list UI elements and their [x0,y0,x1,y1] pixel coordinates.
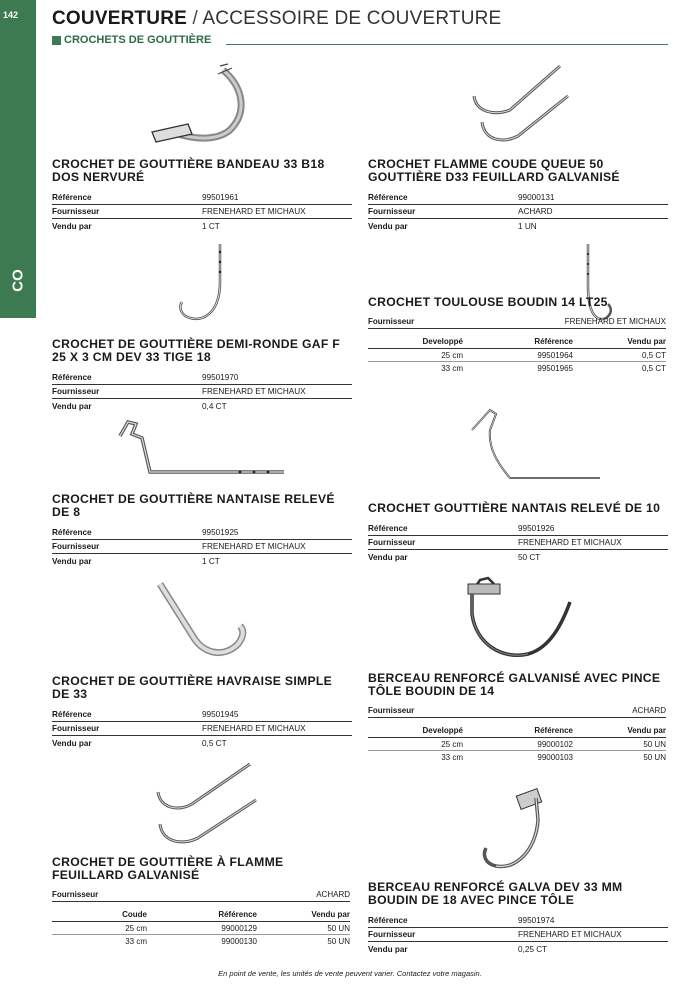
vendu-par-value: 50 UN [643,753,666,762]
product-title: CROCHET DE GOUTTIÈRE À FLAMME FEUILLARD GALVANISÉ [52,855,284,882]
reference-value: 99000102 [537,739,573,749]
variant-table [52,888,350,948]
product-title: CROCHET FLAMME COUDE QUEUE 50 GOUTTIÈRE D33 FEUILLARD GALVANISÉ [368,157,620,184]
product-title: BERCEAU RENFORCÉ GALVANISÉ AVEC PINCE TÔLE BOUDIN DE 14 [368,671,661,698]
page-number: 142 [3,10,19,20]
label-fournisseur: Fournisseur [52,890,99,899]
label-vendu-par: Vendu par [368,552,408,562]
col-vendu-par: Vendu par [627,726,666,735]
product-title: CROCHET GOUTTIÈRE NANTAIS RELEVÉ DE 10 [368,501,661,515]
label-fournisseur: Fournisseur [368,538,416,547]
reference-value: 99501926 [518,524,555,533]
size-value: 33 cm [441,753,463,762]
fournisseur-value: FRENEHARD ET MICHAUX [518,538,622,547]
reference-value: 99000131 [518,193,555,202]
size-value: 25 cm [441,739,463,749]
product-title: CROCHET DE GOUTTIÈRE BANDEAU 33 B18 DOS NERVURÉ [52,157,325,184]
label-vendu-par: Vendu par [52,556,92,566]
label-reference: Référence [52,710,92,719]
reference-value: 99000129 [221,923,257,933]
label-fournisseur: Fournisseur [52,207,100,216]
green-sidebar-tab [0,0,36,318]
label-vendu-par: Vendu par [52,401,92,411]
col-reference: Référence [534,726,573,735]
product-title: CROCHET TOULOUSE BOUDIN 14 LT25 [368,295,608,309]
product-image-havraise [152,578,252,664]
product-image-berceau-galva [476,786,556,878]
fournisseur-value: FRENEHARD ET MICHAUX [518,930,622,939]
product-spec-table [368,522,668,564]
label-reference: Référence [52,373,92,382]
product-title: BERCEAU RENFORCÉ GALVA DEV 33 MM BOUDIN DE 18 AVEC PINCE TÔLE [368,880,623,907]
product-card [368,158,668,233]
vendu-par-value: 0,5 CT [641,364,666,373]
reference-value: 99501945 [202,710,239,719]
vendu-par-value: 50 UN [327,923,350,933]
size-value: 25 cm [125,923,147,933]
size-value: 25 cm [441,350,463,360]
product-spec-table [52,708,352,750]
table-row [368,349,666,362]
fournisseur-value: FRENEHARD ET MICHAUX [202,542,306,551]
subcategory-title: ACCESSOIRE DE COUVERTURE [202,8,502,29]
product-card [368,672,668,764]
label-reference: Référence [368,524,408,533]
fournisseur-value: FRENEHARD ET MICHAUX [202,387,306,396]
header-separator: / [192,8,198,29]
label-fournisseur: Fournisseur [368,207,416,216]
table-row [52,922,350,935]
variant-table [368,315,666,375]
product-image-berceau-pince [458,574,578,666]
label-fournisseur: Fournisseur [52,724,100,733]
vendu-par-value: 0,5 CT [641,350,666,360]
product-title: CROCHET DE GOUTTIÈRE HAVRAISE SIMPLE DE 33 [52,674,333,701]
vendu-par-value: 1 CT [202,556,220,566]
label-vendu-par: Vendu par [368,221,408,231]
section-divider [226,44,668,45]
reference-value: 99501964 [537,350,573,360]
section-heading [52,34,211,46]
fournisseur-value: FRENEHARD ET MICHAUX [202,724,306,733]
size-value: 33 cm [125,937,147,946]
label-fournisseur: Fournisseur [368,930,416,939]
label-vendu-par: Vendu par [52,221,92,231]
product-spec-table [368,914,668,956]
product-card [368,296,668,375]
section-title: CROCHETS DE GOUTTIÈRE [64,34,212,46]
vendu-par-value: 1 UN [518,221,537,231]
product-image-nantais-10 [462,404,602,492]
table-row [368,362,666,375]
table-row [368,738,666,751]
reference-value: 99501965 [537,364,573,373]
product-image-flamme-feuillard [152,758,262,848]
section-square-icon [52,36,61,45]
label-reference: Référence [368,916,408,925]
product-spec-table [52,191,352,233]
label-reference: Référence [368,193,408,202]
reference-value: 99501961 [202,193,239,202]
label-reference: Référence [52,528,92,537]
fournisseur-value: ACHARD [518,207,553,216]
col-coude: Coude [122,910,147,919]
footer-note: En point de vente, les unités de vente peuvent varier. Contactez votre magasin. [218,969,482,978]
fournisseur-value: ACHARD [632,706,666,715]
label-vendu-par: Vendu par [368,944,408,954]
col-vendu-par: Vendu par [311,910,350,919]
product-image-nantaise-8 [114,416,290,484]
side-code: CO [9,269,27,292]
fournisseur-value: FRENEHARD ET MICHAUX [564,317,666,326]
category-title: COUVERTURE [52,8,188,29]
vendu-par-value: 0,25 CT [518,944,548,954]
label-vendu-par: Vendu par [52,738,92,748]
label-reference: Référence [52,193,92,202]
product-image-bandeau [148,62,268,150]
vendu-par-value: 50 CT [518,552,541,562]
product-image-demi-ronde [174,242,234,328]
fournisseur-value: ACHARD [316,890,350,899]
table-row [52,935,350,948]
col-reference: Référence [218,910,257,919]
label-fournisseur: Fournisseur [52,387,100,396]
page-header [52,8,501,30]
vendu-par-value: 0,5 CT [202,738,227,748]
label-fournisseur: Fournisseur [52,542,100,551]
product-title: CROCHET DE GOUTTIÈRE NANTAISE RELEVÉ DE 8 [52,492,335,519]
product-card [368,881,668,956]
vendu-par-value: 50 UN [327,937,350,946]
col-developpe: Developpé [422,726,463,735]
reference-value: 99501925 [202,528,239,537]
product-title: CROCHET DE GOUTTIÈRE DEMI-RONDE GAF F 25 X 3 CM DEV 33 TIGE 18 [52,337,341,364]
col-reference: Référence [534,337,573,346]
product-card [52,675,352,750]
vendu-par-value: 50 UN [643,739,666,749]
product-spec-table [52,371,352,413]
product-card [52,856,352,948]
table-row [368,751,666,764]
size-value: 33 cm [441,364,463,373]
product-spec-table [368,191,668,233]
vendu-par-value: 0,4 CT [202,401,227,411]
reference-value: 99000130 [221,937,257,946]
product-image-flamme-coude [468,62,578,148]
vendu-par-value: 1 CT [202,221,220,231]
reference-value: 99501970 [202,373,239,382]
variant-table [368,704,666,764]
label-fournisseur: Fournisseur [368,706,415,715]
col-developpe: Developpé [422,337,463,346]
product-spec-table [52,526,352,568]
product-card [52,158,352,233]
label-fournisseur: Fournisseur [368,317,415,326]
product-card [52,493,352,568]
col-vendu-par: Vendu par [627,337,666,346]
reference-value: 99000103 [537,753,573,762]
product-card [368,502,668,564]
reference-value: 99501974 [518,916,555,925]
product-card [52,338,352,413]
fournisseur-value: FRENEHARD ET MICHAUX [202,207,306,216]
